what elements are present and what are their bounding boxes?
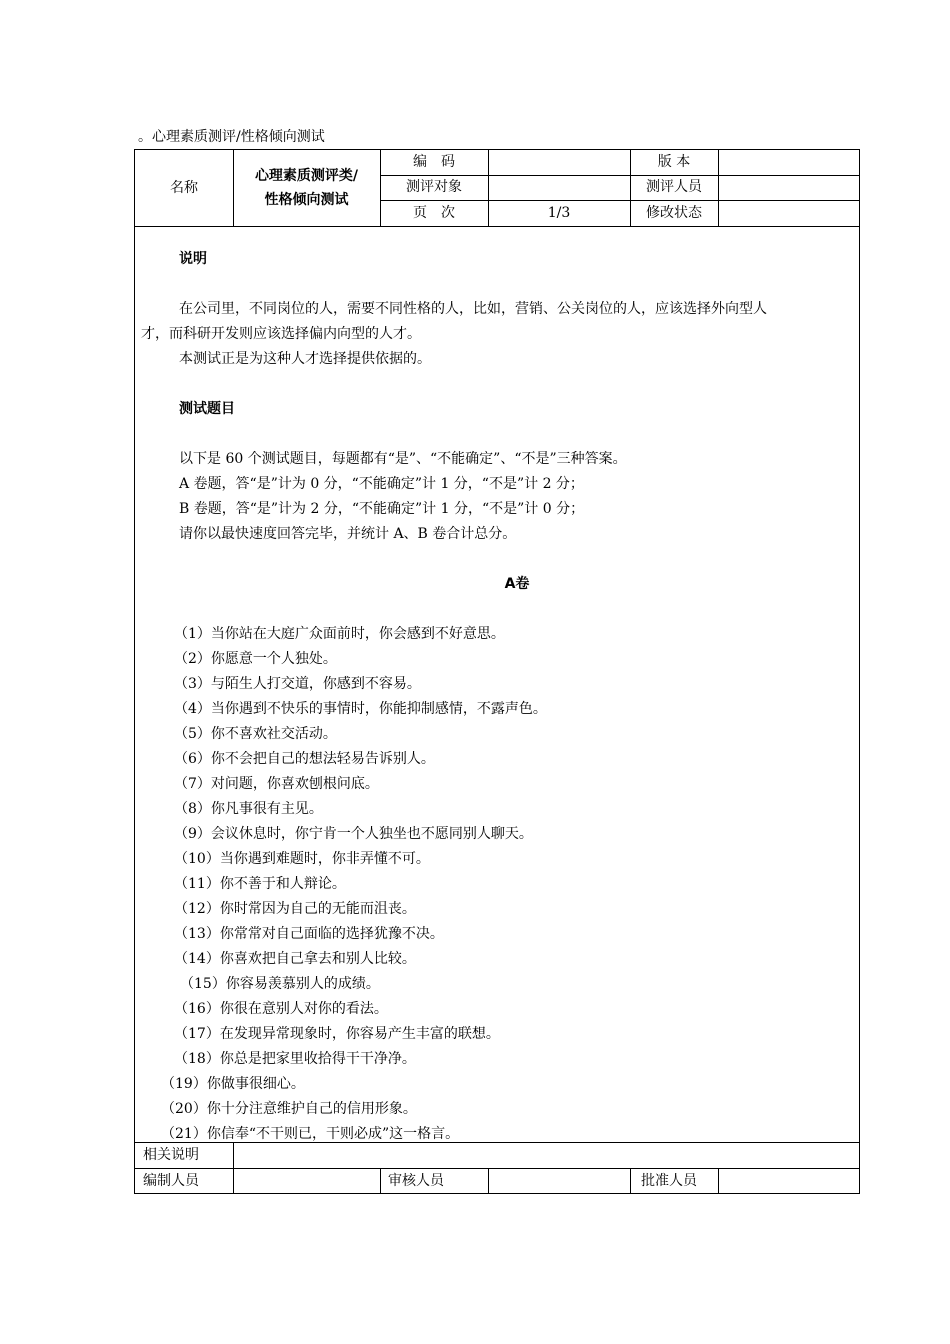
divider: [380, 1168, 381, 1193]
divider: [718, 150, 719, 226]
section-heading-explanation: 说明: [179, 251, 207, 267]
question-item: （17）在发现异常现象时，你容易产生丰富的联想。: [174, 1026, 500, 1042]
question-item: （20）你十分注意维护自己的信用形象。: [161, 1101, 417, 1117]
assessment-form: [134, 149, 860, 1194]
question-item: （18）你总是把家里收拾得干干净净。: [174, 1051, 416, 1067]
instruction-line: 请你以最快速度回答完毕，并统计 A、B 卷合计总分。: [179, 526, 517, 542]
intro-paragraph-line2: 才，而科研开发则应该选择偏内向型的人才。: [141, 326, 421, 342]
page-label: 页 次: [413, 205, 455, 221]
document-title: 。心理素质测评/性格倾向测试: [138, 129, 325, 145]
question-item: （4）当你遇到不快乐的事情时，你能抑制感情，不露声色。: [174, 701, 547, 717]
instruction-line: B 卷题，答“是”计为 2 分，“不能确定”计 1 分，“不是”计 0 分；: [179, 501, 585, 517]
revision-label: 修改状态: [646, 205, 702, 221]
question-item: （7）对问题，你喜欢刨根问底。: [174, 776, 379, 792]
name-label: 名称: [170, 180, 198, 196]
question-item: （8）你凡事很有主见。: [174, 801, 323, 817]
question-item: （6）你不会把自己的想法轻易告诉别人。: [174, 751, 435, 767]
divider: [488, 1168, 489, 1193]
question-item: （12）你时常因为自己的无能而沮丧。: [174, 901, 416, 917]
section-heading-test-items: 测试题目: [179, 401, 235, 417]
divider: [135, 226, 859, 227]
name-value-line2: 性格倾向测试: [264, 192, 349, 208]
question-item: （9）会议休息时，你宁肯一个人独坐也不愿同别人聊天。: [174, 826, 533, 842]
question-item: （15）你容易羡慕别人的成绩。: [180, 976, 380, 992]
question-item: （21）你信奉“不干则已，干则必成”这一格言。: [161, 1126, 460, 1142]
divider: [380, 200, 859, 201]
instruction-line: 以下是 60 个测试题目，每题都有“是”、“不能确定”、“不是”三种答案。: [179, 451, 627, 467]
intro-paragraph-2: 本测试正是为这种人才选择提供依据的。: [179, 351, 431, 367]
question-item: （13）你常常对自己面临的选择犹豫不决。: [174, 926, 444, 942]
divider: [135, 1142, 859, 1143]
divider: [233, 1142, 234, 1193]
notes-label: 相关说明: [143, 1147, 199, 1163]
code-label: 编 码: [413, 154, 455, 170]
divider: [135, 1168, 859, 1169]
question-item: （11）你不善于和人辩论。: [174, 876, 346, 892]
question-item: （14）你喜欢把自己拿去和别人比较。: [174, 951, 416, 967]
question-item: （1）当你站在大庭广众面前时，你会感到不好意思。: [174, 626, 505, 642]
question-item: （19）你做事很细心。: [161, 1076, 305, 1092]
page-value: 1/3: [547, 205, 571, 221]
reviewer-label: 审核人员: [388, 1173, 444, 1189]
question-item: （16）你很在意别人对你的看法。: [174, 1001, 388, 1017]
divider: [630, 1168, 631, 1193]
divider: [380, 175, 859, 176]
question-item: （3）与陌生人打交道，你感到不容易。: [174, 676, 421, 692]
part-a-heading: A卷: [504, 576, 530, 592]
divider: [718, 1168, 719, 1193]
author-label: 编制人员: [143, 1173, 199, 1189]
subject-label: 测评对象: [406, 179, 462, 195]
question-item: （5）你不喜欢社交活动。: [174, 726, 337, 742]
assessor-label: 测评人员: [646, 179, 702, 195]
question-item: （10）当你遇到难题时，你非弄懂不可。: [174, 851, 430, 867]
question-item: （2）你愿意一个人独处。: [174, 651, 337, 667]
approver-label: 批准人员: [641, 1173, 697, 1189]
intro-paragraph-line1: 在公司里，不同岗位的人，需要不同性格的人，比如，营销、公关岗位的人，应该选择外向型人: [179, 301, 767, 317]
name-value-line1: 心理素质测评类/: [254, 168, 359, 184]
version-label: 版 本: [657, 154, 691, 170]
instruction-line: A 卷题，答“是”计为 0 分，“不能确定”计 1 分，“不是”计 2 分；: [179, 476, 584, 492]
